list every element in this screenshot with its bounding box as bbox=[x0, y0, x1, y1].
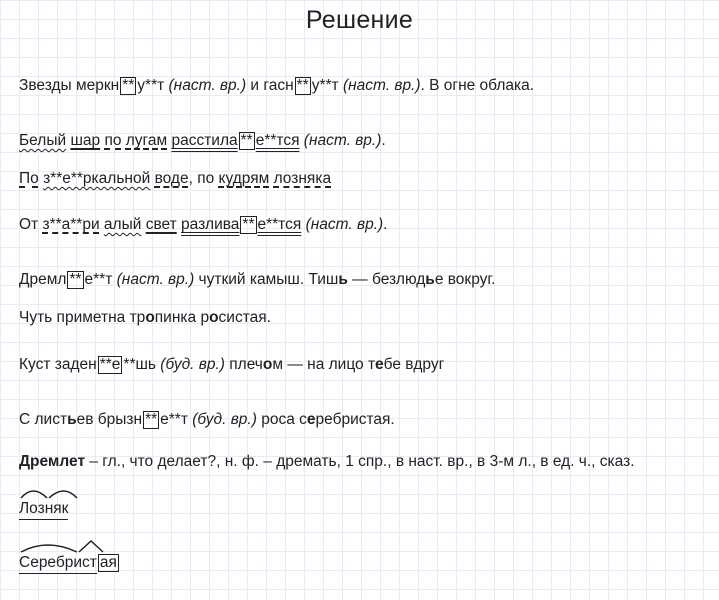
word-subject: свет bbox=[145, 216, 177, 233]
tense-note: (наст. вр.) bbox=[116, 271, 195, 288]
word-predicate-end: е**тся bbox=[257, 216, 302, 233]
highlight-letter: е bbox=[306, 411, 316, 428]
word-circumstance: воде bbox=[154, 170, 189, 187]
tense-note: (наст. вр.) bbox=[342, 77, 421, 94]
boxed-letters: ** bbox=[145, 411, 158, 428]
text-segment: Чуть приметна тр bbox=[19, 309, 146, 326]
boxed-letters: ** bbox=[242, 216, 255, 233]
text-segment: е вокруг. bbox=[434, 271, 496, 288]
highlight-letter: ь bbox=[67, 411, 77, 428]
tense-note: (наст. вр.) bbox=[303, 132, 382, 149]
morpheme-word-2 bbox=[19, 554, 120, 572]
highlight-letter: о bbox=[209, 309, 219, 326]
text-segment: . В огне облака. bbox=[420, 77, 535, 94]
boxed-letters: ** bbox=[122, 77, 135, 94]
word-adjective: з**е**ркальной bbox=[43, 170, 151, 187]
text-segment: — безлюд bbox=[347, 271, 426, 288]
root-suffix-marks bbox=[19, 540, 119, 554]
text-segment: систая. bbox=[218, 309, 271, 326]
tense-note: (наст. вр.) bbox=[168, 77, 247, 94]
word-predicate: разлива bbox=[181, 216, 240, 233]
text-segment: пинка р bbox=[154, 309, 210, 326]
text-segment: Звезды меркн bbox=[19, 77, 120, 94]
text-segment: чуткий камыш. Тиш bbox=[194, 271, 339, 288]
highlight-letter: о bbox=[145, 309, 155, 326]
text-segment: . bbox=[383, 216, 388, 233]
text-segment: м — на лицо т bbox=[272, 356, 376, 373]
sentence-line-2 bbox=[19, 131, 386, 151]
tense-note: (наст. вр.) bbox=[305, 216, 384, 233]
analysis-word: Дремлет bbox=[19, 453, 86, 470]
sentence-line-7 bbox=[19, 355, 444, 375]
text-segment: **шь bbox=[123, 356, 156, 373]
text-segment: Дремл bbox=[19, 271, 67, 288]
boxed-letters: ** bbox=[69, 271, 82, 288]
text-segment: ребристая. bbox=[315, 411, 395, 428]
morphological-analysis bbox=[19, 452, 635, 472]
word-ending-box: ая bbox=[99, 554, 117, 571]
word-circumstance: з**а**ри bbox=[42, 216, 100, 233]
text-segment: у**т bbox=[137, 77, 165, 94]
word-predicate: расстила bbox=[171, 132, 238, 149]
text-segment: е**т bbox=[84, 271, 113, 288]
word-circumstance: кудрям bbox=[218, 170, 270, 187]
sentence-line-8 bbox=[19, 410, 395, 430]
boxed-letters: ** bbox=[296, 77, 309, 94]
word-adjective: алый bbox=[103, 216, 142, 233]
text-segment: е**т bbox=[160, 411, 188, 428]
word-circumstance: лугам bbox=[125, 132, 168, 149]
sentence-line-5 bbox=[19, 270, 495, 290]
boxed-letters: ** bbox=[240, 132, 253, 149]
analysis-text: – гл., что делает?, н. ф. – дремать, 1 спр., в наст. вр., в 3-м л., в ед. ч., сказ. bbox=[85, 453, 635, 470]
sentence-line-4 bbox=[19, 215, 387, 235]
text-segment: и гасн bbox=[246, 77, 294, 94]
word-stem: Серебрист bbox=[19, 554, 97, 574]
highlight-letter: о bbox=[262, 356, 273, 373]
highlight-letter: е bbox=[375, 356, 384, 373]
sentence-line-1 bbox=[19, 76, 534, 96]
morpheme-word-1 bbox=[19, 500, 68, 518]
word-prep: по bbox=[104, 132, 122, 149]
word-adjective: Белый bbox=[19, 132, 67, 149]
text-segment: , по bbox=[188, 170, 215, 187]
word-prep: По bbox=[19, 170, 39, 187]
text-segment: бе вдруг bbox=[383, 356, 445, 373]
text-segment: ев брызн bbox=[76, 411, 143, 428]
text-segment: у**т bbox=[311, 77, 339, 94]
text-segment: От bbox=[19, 216, 39, 233]
tense-note: (буд. вр.) bbox=[192, 411, 257, 428]
text-segment: плеч bbox=[224, 356, 263, 373]
text-segment: Куст заден bbox=[19, 356, 97, 373]
page-title: Решение bbox=[305, 6, 414, 34]
word-predicate-end: е**тся bbox=[255, 132, 300, 149]
text-segment: . bbox=[381, 132, 386, 149]
tense-note: (буд. вр.) bbox=[160, 356, 225, 373]
highlight-letter: ь bbox=[338, 271, 348, 288]
text-segment: роса с bbox=[256, 411, 307, 428]
morpheme-word: Лозняк bbox=[19, 500, 68, 520]
boxed-letters: **е bbox=[99, 356, 121, 373]
root-arc-marks bbox=[19, 486, 89, 500]
word-subject: шар bbox=[70, 132, 101, 149]
sentence-line-3 bbox=[19, 169, 331, 189]
word-addition: лозняка bbox=[273, 170, 332, 187]
text-segment: С лист bbox=[19, 411, 68, 428]
highlight-letter: ь bbox=[425, 271, 435, 288]
sentence-line-6 bbox=[19, 308, 271, 328]
